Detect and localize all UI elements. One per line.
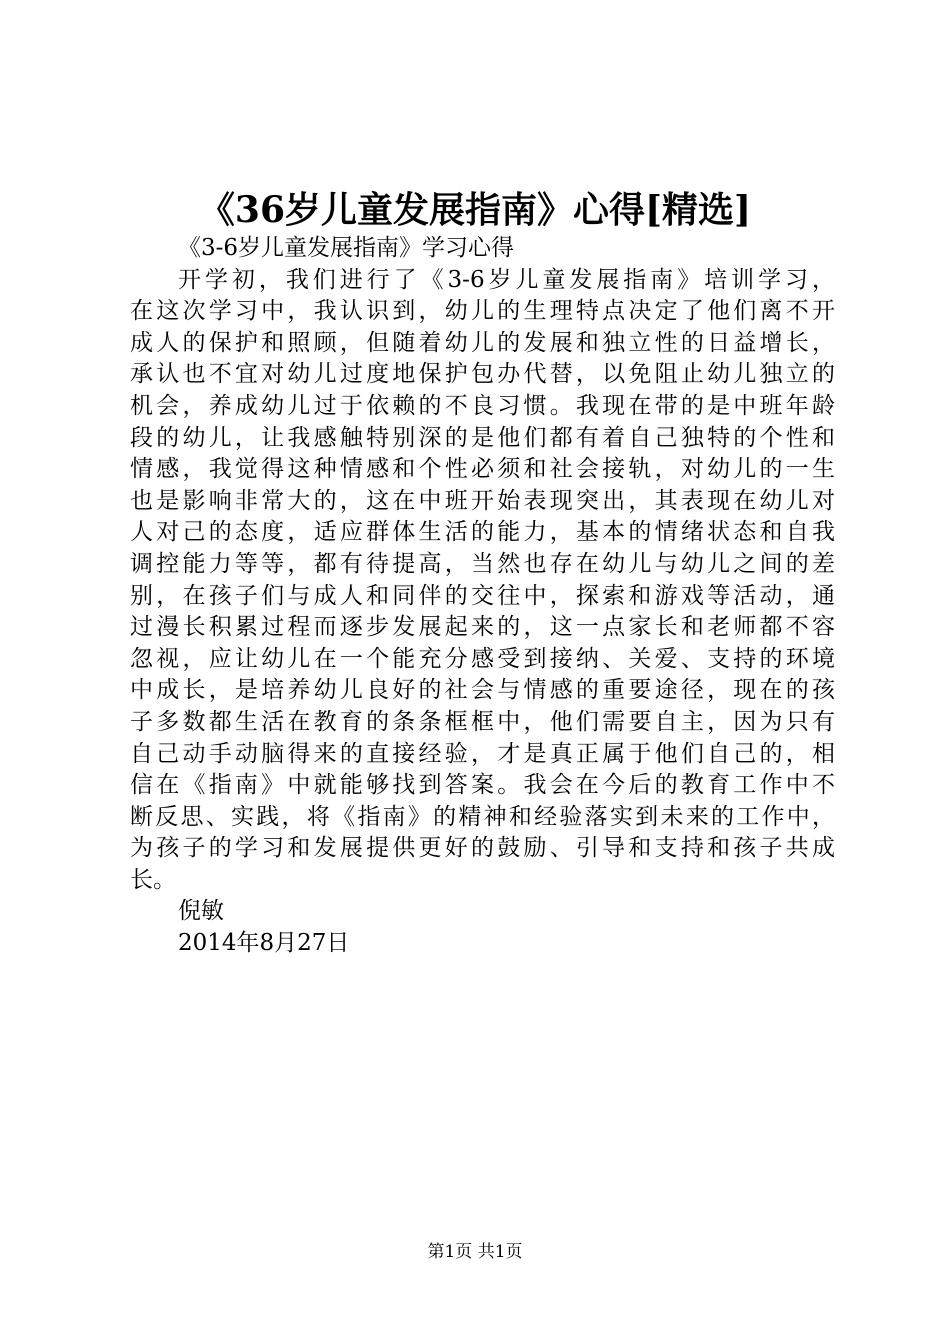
- subtitle-line: 《3-6岁儿童发展指南》学习心得: [178, 235, 515, 261]
- paragraph-line: 过漫长积累过程而逐步发展起来的，这一点家长和老师都不容: [130, 614, 835, 641]
- paragraph-line: 也是影响非常大的，这在中班开始表现突出，其表现在幼儿对: [130, 487, 835, 514]
- paragraph-line: 成人的保护和照顾，但随着幼儿的发展和独立性的日益增长，: [130, 329, 835, 356]
- page-footer: 第1页 共1页: [427, 1242, 523, 1262]
- paragraph-line: 自己动手动脑得来的直接经验，才是真正属于他们自己的，相: [130, 740, 835, 767]
- document-date: 2014年8月27日: [178, 930, 350, 957]
- paragraph-line: 别，在孩子们与成人和同伴的交往中，探索和游戏等活动，通: [130, 582, 835, 609]
- paragraph-line: 忽视，应让幼儿在一个能充分感受到接纳、关爱、支持的环境: [130, 645, 835, 672]
- author-name: 倪敏: [178, 898, 224, 925]
- paragraph-line: 信在《指南》中就能够找到答案。我会在今后的教育工作中不: [130, 772, 835, 799]
- paragraph-line: 为孩子的学习和发展提供更好的鼓励、引导和支持和孩子共成: [130, 835, 835, 862]
- paragraph-line: 长。: [130, 866, 176, 893]
- document-title: 《36岁儿童发展指南》心得[精选]: [198, 189, 752, 231]
- paragraph-line: 人对己的态度，适应群体生活的能力，基本的情绪状态和自我: [130, 519, 835, 546]
- paragraph-line: 中成长，是培养幼儿良好的社会与情感的重要途径，现在的孩: [130, 677, 835, 704]
- paragraph-line: 在这次学习中，我认识到，幼儿的生理特点决定了他们离不开: [130, 298, 835, 325]
- paragraph-line: 承认也不宜对幼儿过度地保护包办代替，以免阻止幼儿独立的: [130, 361, 835, 388]
- paragraph-line: 段的幼儿，让我感触特别深的是他们都有着自己独特的个性和: [130, 424, 835, 451]
- paragraph-line: 开学初，我们进行了《3-6岁儿童发展指南》培训学习，: [178, 266, 835, 293]
- paragraph-line: 机会，养成幼儿过于依赖的不良习惯。我现在带的是中班年龄: [130, 392, 835, 419]
- document-body: [130, 233, 835, 960]
- paragraph-line: 子多数都生活在教育的条条框框中，他们需要自主，因为只有: [130, 708, 835, 735]
- paragraph-line: 断反思、实践，将《指南》的精神和经验落实到未来的工作中，: [130, 803, 835, 830]
- paragraph-line: 调控能力等等，都有待提高，当然也存在幼儿与幼儿之间的差: [130, 550, 835, 577]
- paragraph-line: 情感，我觉得这种情感和个性必须和社会接轨，对幼儿的一生: [130, 456, 835, 483]
